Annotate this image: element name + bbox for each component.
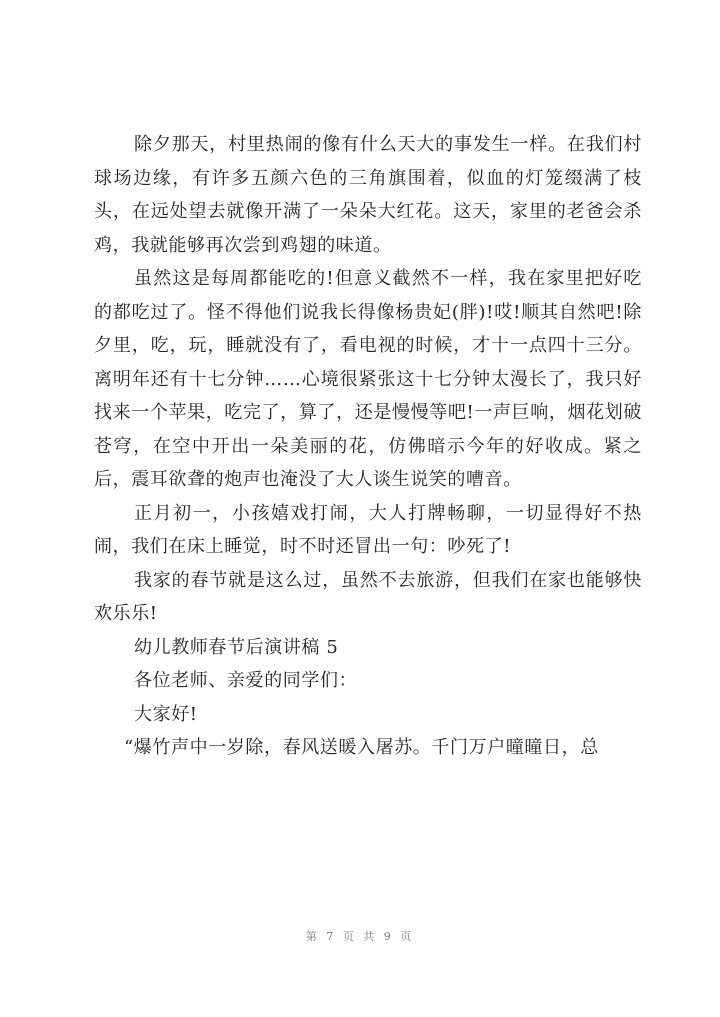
document-body [94, 128, 642, 765]
page-footer: 第 7 页 共 9 页 [305, 930, 415, 943]
greeting-line: 各位老师、亲爱的同学们： [134, 670, 358, 691]
paragraph-new-years-eve: 除夕那天，村里热闹的像有什么天大的事发生一样。在我们村球场边缘，有许多五颜六色的三角旗围着，似血的灯笼缀满了枝头，在远处望去就像开满了一朵朵大红花。这天，家里的老爸会杀鸡，我就能够再次尝到鸡翅的味道。 [94, 134, 642, 256]
section-title: 幼儿教师春节后演讲稿 5 [134, 636, 339, 658]
paragraph-midnight-fireworks: 虽然这是每周都能吃的!但意义截然不一样，我在家里把好吃的都吃过了。怪不得他们说我长得像杨贵妃(胖)!哎!顺其自然吧!除夕里，吃，玩，睡就没有了，看电视的时候，才十一点四十三分。离明年还有十七分钟……心境很紧张这十七分钟太漫长了，我只好找来一个苹果，吃完了，算了，还是慢慢等吧!一声巨响，烟花划破苍穹，在空中开出一朵美丽的花，仿佛暗示今年的好收成。紧之后，震耳欲聋的炮声也淹没了大人谈生说笑的嘈音。 [94, 268, 642, 490]
paragraph-family-spring-festival: 我家的春节就是这么过，虽然不去旅游，但我们在家也能够快欢乐乐! [94, 569, 642, 624]
hello-line: 大家好! [134, 703, 198, 725]
paragraph-first-day: 正月初一，小孩嬉戏打闹，大人打牌畅聊，一切显得好不热闹，我们在床上睡觉，时不时还冒出一句：吵死了! [94, 502, 642, 557]
quote-paragraph: “爆竹声中一岁除，春风送暖入屠苏。千门万户曈曈日，总 [124, 737, 599, 758]
